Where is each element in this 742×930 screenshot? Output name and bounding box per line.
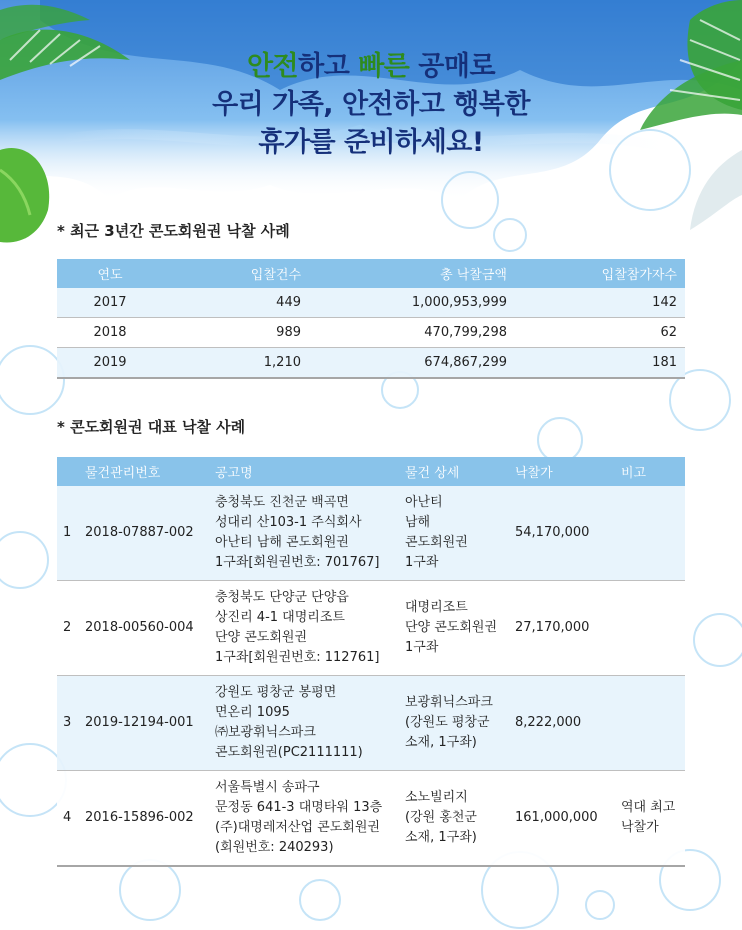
cell-index: 4	[57, 771, 77, 867]
column-header-note: 비고	[613, 457, 685, 486]
table-row	[57, 348, 685, 379]
cell-winning-price: 8,222,000	[507, 676, 613, 771]
cell-participants: 142	[515, 288, 685, 318]
table-row	[57, 676, 685, 771]
cell-total-amount: 470,799,298	[309, 318, 515, 348]
headline-highlight-fast: 빠른	[358, 51, 410, 82]
column-header-item-id: 물건관리번호	[77, 457, 207, 486]
cell-detail: 보광휘닉스파크 (강원도 평창군 소재, 1구좌)	[397, 676, 507, 771]
column-header-year: 연도	[57, 259, 163, 288]
headline-line-2: 우리 가족, 안전하고 행복한	[212, 89, 530, 120]
section-title-recent-3-years: * 최근 3년간 콘도회원권 낙찰 사례	[57, 222, 290, 240]
cell-item-id: 2016-15896-002	[77, 771, 207, 867]
cell-item-id: 2019-12194-001	[77, 676, 207, 771]
cell-year: 2018	[57, 318, 163, 348]
cell-bid-count: 989	[163, 318, 309, 348]
table-header-row	[57, 259, 685, 288]
cell-winning-price: 27,170,000	[507, 581, 613, 676]
cell-detail: 소노빌리지 (강원 홍천군 소재, 1구좌)	[397, 771, 507, 867]
table-row	[57, 771, 685, 867]
section-title-representative-cases: * 콘도회원권 대표 낙찰 사례	[57, 418, 246, 436]
cell-detail: 대명리조트 단양 콘도회원권 1구좌	[397, 581, 507, 676]
cell-index: 1	[57, 486, 77, 581]
cell-year: 2017	[57, 288, 163, 318]
cell-detail: 아난티 남해 콘도회원권 1구좌	[397, 486, 507, 581]
headline-line-1	[0, 48, 742, 86]
column-header-detail: 물건 상세	[397, 457, 507, 486]
cell-notice: 충청북도 단양군 단양읍 상진리 4-1 대명리조트 단양 콘도회원권 1구좌[회원권번호: 112761]	[207, 581, 397, 676]
cell-total-amount: 1,000,953,999	[309, 288, 515, 318]
cell-bid-count: 449	[163, 288, 309, 318]
cell-notice: 충청북도 진천군 백곡면 성대리 산103-1 주식회사 아난티 남해 콘도회원권 1구좌[회원권번호: 701767]	[207, 486, 397, 581]
headline	[0, 48, 742, 162]
cell-participants: 62	[515, 318, 685, 348]
column-header-index	[57, 457, 77, 486]
cell-item-id: 2018-00560-004	[77, 581, 207, 676]
table-row	[57, 288, 685, 318]
table-row	[57, 581, 685, 676]
headline-highlight-safe: 안전	[246, 51, 299, 82]
column-header-total-amount: 총 낙찰금액	[309, 259, 515, 288]
cell-notice: 서울특별시 송파구 문정동 641-3 대명타워 13층 (주)대명레저산업 콘도회원권 (회원번호: 240293)	[207, 771, 397, 867]
cell-note	[613, 486, 685, 581]
cell-winning-price: 54,170,000	[507, 486, 613, 581]
column-header-participants: 입찰참가자수	[515, 259, 685, 288]
cell-total-amount: 674,867,299	[309, 348, 515, 379]
headline-text: 하고	[298, 51, 359, 82]
column-header-notice: 공고명	[207, 457, 397, 486]
cell-year: 2019	[57, 348, 163, 379]
table-row	[57, 318, 685, 348]
cell-participants: 181	[515, 348, 685, 379]
cell-note	[613, 676, 685, 771]
cell-index: 2	[57, 581, 77, 676]
table-header-row	[57, 457, 685, 486]
cell-note	[613, 581, 685, 676]
headline-text: 공매로	[409, 51, 496, 82]
cell-index: 3	[57, 676, 77, 771]
representative-cases-table	[57, 457, 685, 867]
recent-results-table	[57, 259, 685, 379]
cell-notice: 강원도 평창군 봉평면 면온리 1095 ㈜보광휘닉스파크 콘도회원권(PC2111111)	[207, 676, 397, 771]
headline-line-3: 휴가를 준비하세요!	[258, 127, 484, 158]
cell-bid-count: 1,210	[163, 348, 309, 379]
column-header-winning-price: 낙찰가	[507, 457, 613, 486]
cell-item-id: 2018-07887-002	[77, 486, 207, 581]
table-row	[57, 486, 685, 581]
cell-winning-price: 161,000,000	[507, 771, 613, 867]
cell-note: 역대 최고 낙찰가	[613, 771, 685, 867]
column-header-bid-count: 입찰건수	[163, 259, 309, 288]
